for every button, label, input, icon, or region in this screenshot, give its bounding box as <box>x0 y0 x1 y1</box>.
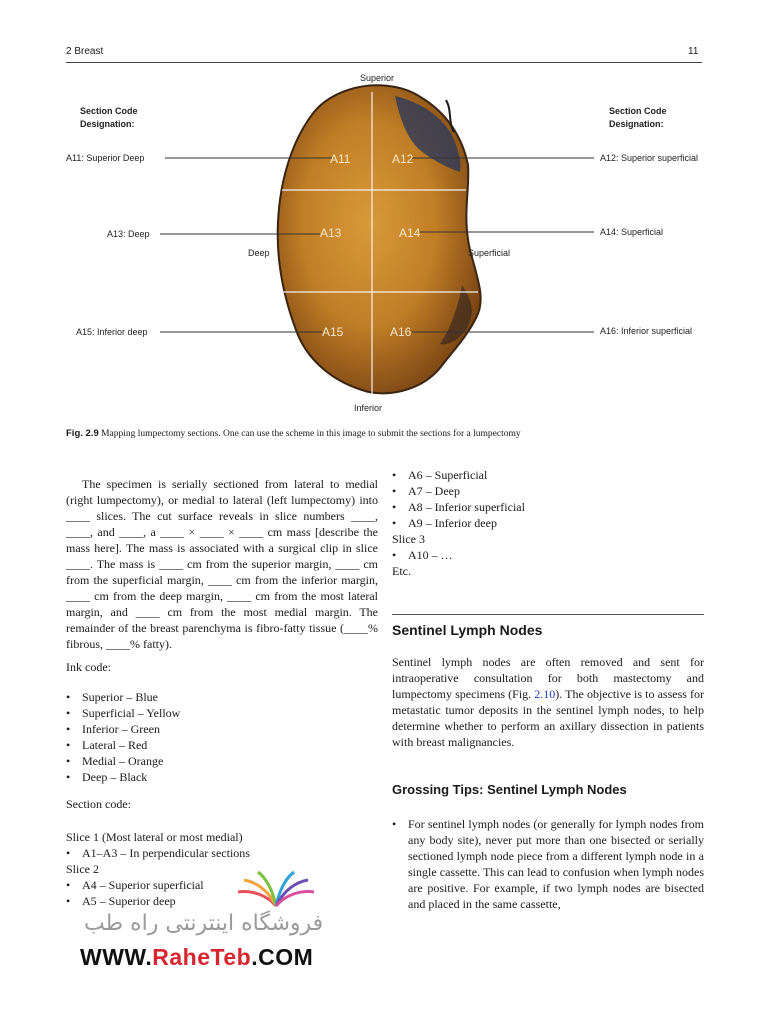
section-a15: A15 <box>322 325 344 339</box>
sentinel-lymph-nodes-heading: Sentinel Lymph Nodes <box>392 622 543 638</box>
lumpectomy-figure <box>0 0 768 420</box>
list-item: • A6 – Superficial <box>392 467 704 483</box>
list-item: • A9 – Inferior deep <box>392 515 704 531</box>
list-item: • Inferior – Green <box>66 721 378 737</box>
label-inferior: Inferior <box>354 403 383 413</box>
section-a12: A12 <box>392 152 414 166</box>
label-a13-deep: A13: Deep <box>107 229 150 239</box>
slice2-continued-list <box>392 467 704 531</box>
watermark-url-suffix: .COM <box>251 944 314 970</box>
section-a14: A14 <box>399 226 421 240</box>
book-logo-icon <box>236 870 316 910</box>
label-a11-superior-deep: A11: Superior Deep <box>66 153 145 163</box>
sln-text-a: Sentinel lymph nodes are often removed and sent for intraoperative consultation for both mastectomy and lumpectomy specimens (Fig. <box>392 655 704 701</box>
page-number: 11 <box>688 46 699 57</box>
sln-text-b: ). The objective is to assess for metastatic tumor deposits in the sentinel lymph nodes, to help determine whether to perform an axillary dissection in patients with breast malignancies. <box>392 687 705 749</box>
sentinel-lymph-nodes-paragraph <box>392 654 704 750</box>
section-rule <box>392 614 704 615</box>
watermark-arabic-text: فروشگاه اینترنتی راه طب <box>84 911 324 936</box>
ink-code-list <box>66 689 378 785</box>
list-item: • A4 – Superior superficial <box>66 877 378 893</box>
grossing-tips-heading: Grossing Tips: Sentinel Lymph Nodes <box>392 782 627 797</box>
ink-code-title: Ink code: <box>66 660 111 674</box>
watermark-url-prefix: WWW. <box>80 944 153 970</box>
label-superficial: Superficial <box>468 248 511 258</box>
list-item: • Lateral – Red <box>66 737 378 753</box>
list-item: • A7 – Deep <box>392 483 704 499</box>
section-code-subtitle-right: Designation: <box>609 119 664 129</box>
section-a13: A13 <box>320 226 342 240</box>
list-item: • Deep – Black <box>66 769 378 785</box>
figure-reference-link[interactable]: 2.10 <box>534 687 556 701</box>
list-item: • A10 – … <box>392 547 704 563</box>
slice1-heading: Slice 1 (Most lateral or most medial) <box>66 830 243 844</box>
slice-block-right <box>392 467 704 579</box>
slice-block-left <box>66 829 378 909</box>
watermark-url <box>80 944 313 971</box>
label-a12-superior-superficial: A12: Superior superficial <box>600 153 699 163</box>
etc-text: Etc. <box>392 564 411 578</box>
section-code-title: Section code: <box>66 797 131 811</box>
specimen-paragraph: The specimen is serially sectioned from lateral to medial (right lumpectomy), or medial to lateral (left lumpectomy) into ____ slices. The cut surface reveals in slice numbers ____, ____, and ____, a ____ × ____ × ____ cm mass [describe the mass here]. The mass is associated with a surgical clip in slice ____. The mass is ____ cm from the superior margin, ____ cm from the superficial margin, ____ cm from the inferior margin, ____ cm from the deep margin, ____ cm from the most lateral margin, and ____ cm from the most medial margin. The remainder of the breast parenchyma is fibro-fatty tissue (____% fibrous, ____% fatty). <box>66 477 378 651</box>
label-superior: Superior <box>360 73 395 83</box>
slice2-heading: Slice 2 <box>66 862 99 876</box>
grossing-tips-list <box>392 816 704 912</box>
slice3-list <box>392 547 704 563</box>
section-code-subtitle-left: Designation: <box>80 119 135 129</box>
list-item: • Superficial – Yellow <box>66 705 378 721</box>
list-item: • Medial – Orange <box>66 753 378 769</box>
slice1-list <box>66 845 378 861</box>
section-code-title-left: Section Code <box>80 106 138 116</box>
list-item: • For sentinel lymph nodes (or generally for lymph nodes from any body site), never put more than one bisected or serially sectioned lymph node piece from a different lymph node in a single cassette. This can lead to confusion when lymph nodes are positive. For example, if two lymph nodes are bisected and placed in the same cassette, <box>392 816 704 912</box>
watermark-url-brand: RaheTeb <box>152 944 252 970</box>
section-a11: A11 <box>330 152 351 166</box>
figure-caption-text: Mapping lumpectomy sections. One can use the scheme in this image to submit the sections for a lumpectomy <box>98 429 521 439</box>
label-a15-inferior-deep: A15: Inferior deep <box>76 327 148 337</box>
label-a14-superficial: A14: Superficial <box>600 227 664 237</box>
figure-caption-label: Fig. 2.9 <box>66 428 99 439</box>
figure-caption <box>66 428 706 439</box>
section-code-title-right: Section Code <box>609 106 667 116</box>
slice2-list <box>66 877 378 909</box>
running-header-chapter: 2 Breast <box>66 46 104 57</box>
section-a16: A16 <box>390 325 412 339</box>
list-item: • A1–A3 – In perpendicular sections <box>66 845 378 861</box>
label-a16-inferior-superficial: A16: Inferior superficial <box>600 326 693 336</box>
specimen-tissue <box>278 85 481 393</box>
list-item: • A5 – Superior deep <box>66 893 378 909</box>
label-deep: Deep <box>248 248 270 258</box>
slice3-heading: Slice 3 <box>392 532 425 546</box>
list-item: • A8 – Inferior superficial <box>392 499 704 515</box>
list-item: • Superior – Blue <box>66 689 378 705</box>
